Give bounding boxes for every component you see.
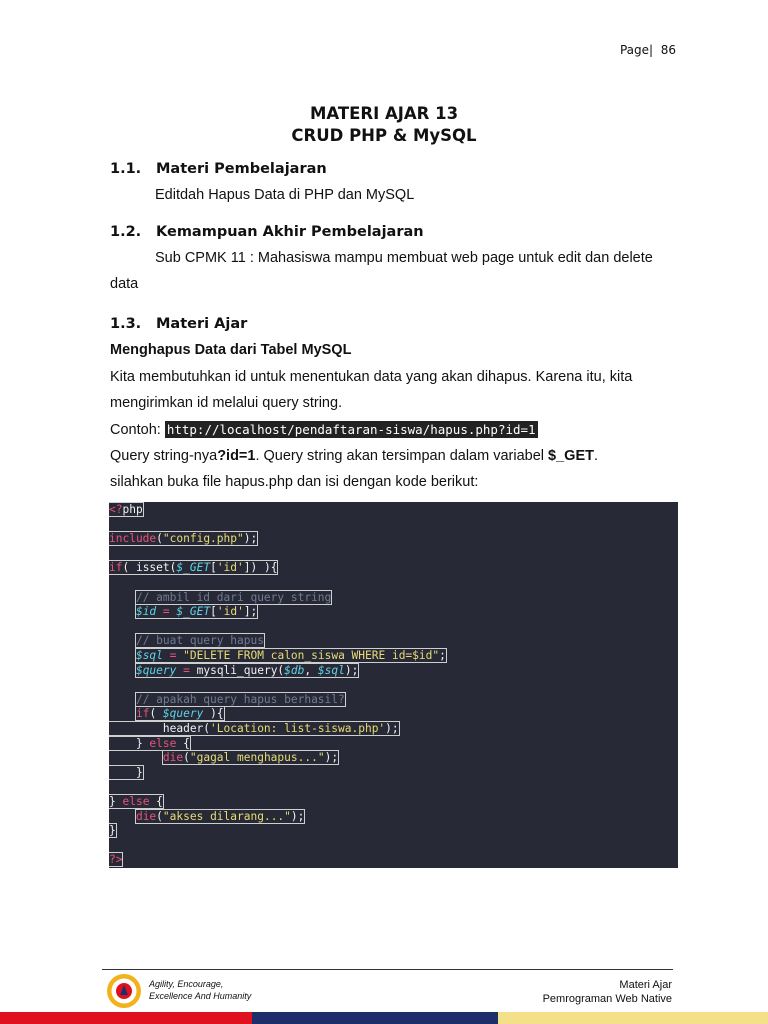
- code-token: ( isset(: [122, 561, 177, 575]
- section-heading-1-2: 1.2. Kemampuan Akhir Pembelajaran: [110, 224, 424, 240]
- code-token: );: [344, 663, 359, 677]
- code-line: [109, 634, 264, 648]
- code-token: include: [109, 532, 157, 546]
- instruction-line: silahkan buka file hapus.php dan isi dengan kode berikut:: [110, 474, 479, 490]
- code-token: ){: [203, 707, 224, 721]
- code-token: $query: [135, 663, 177, 677]
- code-token: [: [210, 561, 217, 575]
- code-statement: [163, 751, 338, 764]
- code-token: php: [122, 503, 143, 516]
- code-token: );: [290, 809, 305, 823]
- code-line: [109, 649, 446, 663]
- code-indent: [109, 634, 136, 647]
- page-title: MATERI AJAR 13: [309, 104, 459, 123]
- code-statement: [109, 561, 277, 574]
- code-token: $db: [284, 663, 305, 677]
- code-line: [109, 664, 358, 678]
- code-token: "gagal menghapus...": [189, 751, 325, 765]
- page-subtitle: CRUD PHP & MySQL: [291, 126, 477, 145]
- code-statement: [136, 693, 345, 706]
- code-token: );: [324, 751, 339, 765]
- code-statement: [136, 605, 257, 618]
- code-token: );: [385, 722, 399, 735]
- code-statement: [136, 707, 224, 720]
- code-token: (: [156, 532, 163, 546]
- code-line: [109, 751, 338, 765]
- code-statement: [136, 634, 264, 647]
- code-token: (: [149, 707, 163, 721]
- footer-motto: Agility, Encourage, Excellence And Humanity: [149, 979, 252, 1001]
- code-token: else: [149, 736, 177, 750]
- code-statement: [109, 532, 257, 545]
- code-token: }: [109, 765, 143, 779]
- query-string-line: Query string-nya?id=1. Query string akan tersimpan dalam variabel $_GET.: [110, 448, 598, 464]
- code-block: [109, 502, 678, 868]
- code-token: "DELETE FROM calon_siswa WHERE id=$id": [183, 649, 440, 662]
- code-token: }: [109, 824, 116, 838]
- code-token: 'Location: list-siswa.php': [210, 722, 386, 735]
- example-line: Contoh: http://localhost/pendaftaran-siswa/hapus.php?id=1: [110, 422, 536, 438]
- section-text-1-1: Editdah Hapus Data di PHP dan MySQL: [155, 187, 415, 203]
- example-url: http://localhost/pendaftaran-siswa/hapus.php?id=1: [166, 422, 536, 437]
- code-token: ,: [304, 663, 318, 677]
- code-statement: [136, 664, 358, 677]
- code-token: =: [162, 605, 170, 619]
- code-line: [109, 766, 143, 780]
- code-statement: [109, 853, 122, 866]
- code-token: {: [176, 736, 190, 750]
- code-token: // ambil id dari query string: [135, 590, 332, 604]
- code-token: =: [183, 663, 190, 677]
- code-line: [109, 693, 345, 707]
- code-token: ];: [243, 605, 258, 619]
- code-token: ?>: [109, 853, 123, 867]
- code-statement: [136, 591, 331, 604]
- code-token: $id: [135, 605, 157, 619]
- code-statement: [109, 824, 116, 837]
- code-indent: [109, 693, 136, 706]
- code-line: [109, 561, 277, 575]
- code-token: header(: [109, 722, 211, 735]
- code-token: if: [135, 707, 150, 721]
- code-token: "config.php": [162, 532, 244, 546]
- code-token: die: [162, 751, 184, 765]
- code-indent: [109, 591, 136, 604]
- code-token: }: [109, 736, 150, 750]
- code-statement: [136, 810, 304, 823]
- code-line: [109, 591, 331, 605]
- university-logo-icon: [106, 973, 142, 1009]
- code-token: "akses dilarang...": [162, 809, 291, 823]
- code-statement: [109, 722, 399, 735]
- code-statement: [109, 795, 163, 808]
- code-line: [109, 853, 122, 867]
- code-line: [109, 707, 224, 721]
- code-line: [109, 810, 304, 824]
- footer-course: Materi Ajar Pemrograman Web Native: [542, 979, 672, 1005]
- code-token: =: [169, 649, 177, 662]
- code-line: [109, 532, 257, 546]
- code-line: [109, 722, 399, 736]
- code-statement: [109, 503, 143, 516]
- footer-bar-yellow: [498, 1012, 768, 1024]
- code-token: // apakah query hapus berhasil?: [135, 692, 345, 706]
- code-token: if: [109, 561, 123, 575]
- code-token: (: [156, 809, 163, 823]
- code-token: // buat query hapus: [135, 634, 264, 648]
- code-token: mysqli_query(: [189, 663, 285, 677]
- content-subheading: Menghapus Data dari Tabel MySQL: [110, 342, 352, 358]
- code-line: [109, 503, 143, 517]
- code-token: ;: [439, 649, 446, 662]
- code-token: 'id': [216, 605, 244, 619]
- code-token: $_GET: [176, 561, 211, 575]
- code-token: else: [122, 795, 150, 808]
- code-token: $sql: [317, 663, 345, 677]
- code-token: [156, 605, 163, 618]
- footer-bar-red: [0, 1012, 252, 1024]
- code-token: [163, 649, 170, 662]
- code-token: );: [243, 532, 258, 546]
- code-line: [109, 795, 163, 809]
- footer-divider: [102, 969, 673, 970]
- code-token: ]) ){: [243, 561, 278, 575]
- code-indent: [109, 649, 136, 662]
- section-text-1-2-line1: Sub CPMK 11 : Mahasiswa mampu membuat web page untuk edit dan delete: [155, 250, 653, 266]
- code-token: (: [183, 751, 190, 765]
- page-number: Page| 86: [619, 43, 676, 57]
- code-statement: [136, 649, 446, 662]
- code-statement: [109, 766, 143, 779]
- code-indent: [109, 707, 136, 720]
- code-line: [109, 824, 116, 838]
- section-heading-1-3: 1.3. Materi Ajar: [110, 316, 248, 332]
- code-indent: [109, 664, 136, 677]
- code-line: [109, 605, 257, 619]
- code-token: [: [210, 605, 217, 619]
- code-statement: [109, 737, 190, 750]
- section-heading-1-1: 1.1. Materi Pembelajaran: [110, 161, 327, 177]
- section-text-1-2-line2: data: [110, 276, 139, 292]
- code-line: [109, 737, 190, 751]
- code-indent: [109, 751, 163, 764]
- code-token: <?: [109, 503, 123, 516]
- paragraph-line-1: Kita membutuhkan id untuk menentukan data yang akan dihapus. Karena itu, kita: [110, 369, 633, 385]
- code-token: 'id': [216, 561, 244, 575]
- code-token: $sql: [135, 649, 163, 662]
- code-token: die: [135, 809, 157, 823]
- footer-bar-navy: [252, 1012, 498, 1024]
- paragraph-line-2: mengirimkan id melalui query string.: [110, 395, 343, 411]
- code-token: $query: [162, 707, 204, 721]
- code-token: {: [149, 795, 163, 808]
- code-token: }: [109, 795, 123, 808]
- code-indent: [109, 605, 136, 618]
- code-token: $_GET: [176, 605, 211, 619]
- code-indent: [109, 810, 136, 823]
